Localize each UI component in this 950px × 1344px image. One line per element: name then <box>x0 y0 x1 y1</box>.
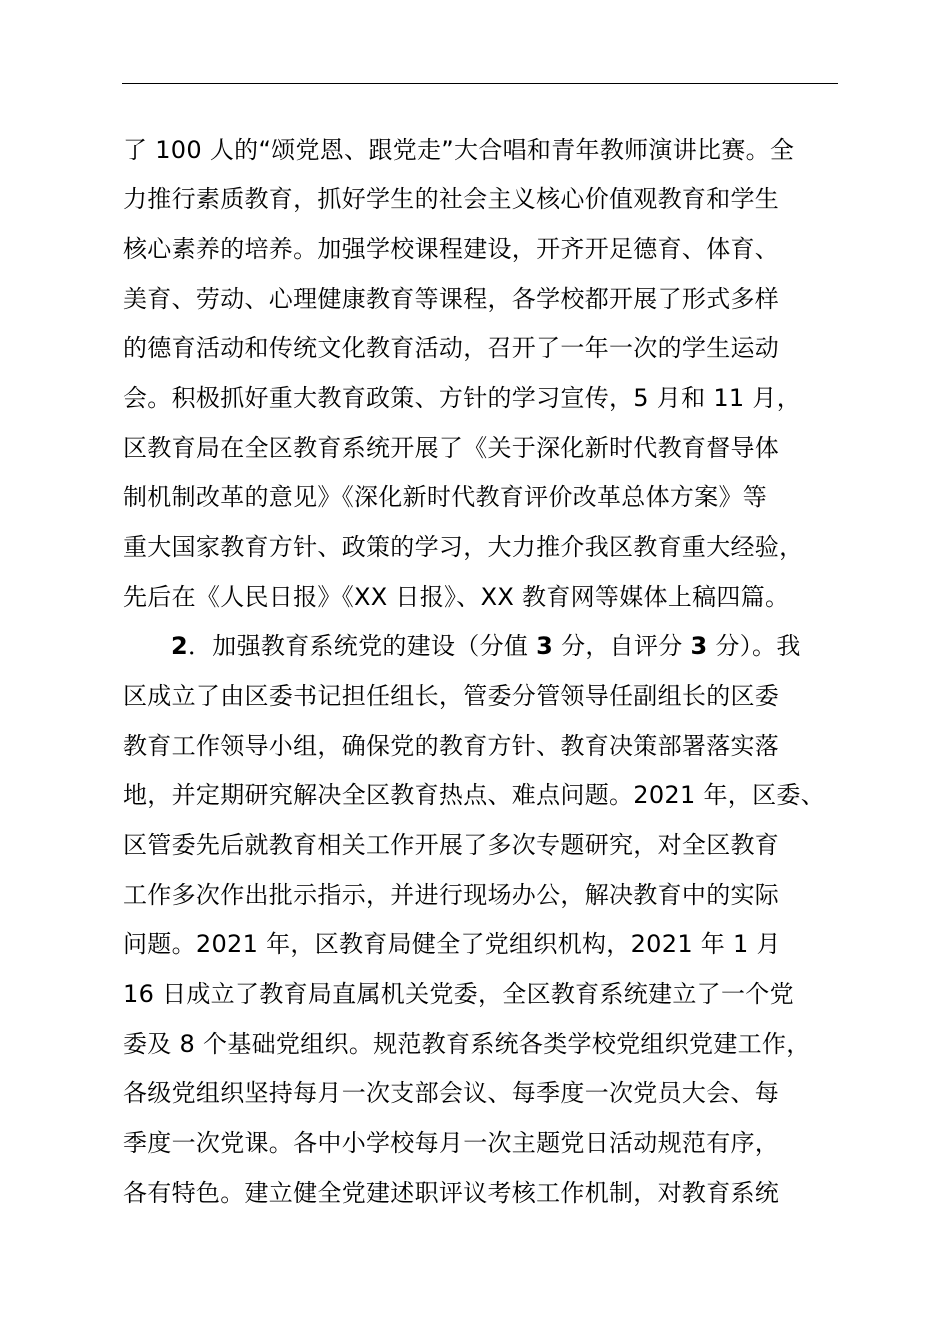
section-title-c: 分）。我 <box>707 632 801 660</box>
text-line: 委及 8 个基础党组织。规范教育系统各类学校党组织党建工作， <box>123 1030 811 1058</box>
text-line: 各级党组织坚持每月一次支部会议、每季度一次党员大会、每 <box>123 1079 780 1107</box>
text-line: 16 日成立了教育局直属机关党委，全区教育系统建立了一个党 <box>123 980 794 1008</box>
text-line: 区管委先后就教育相关工作开展了多次专题研究，对全区教育 <box>123 831 780 859</box>
text-line: 力推行素质教育，抓好学生的社会主义核心价值观教育和学生 <box>123 185 780 213</box>
section-title-b: 分，自评分 <box>553 632 691 660</box>
text-line: 的德育活动和传统文化教育活动，召开了一年一次的学生运动 <box>123 334 780 362</box>
text-line: 地，并定期研究解决全区教育热点、难点问题。2021 年，区委、 <box>123 781 826 809</box>
score-value: 3 <box>536 632 554 660</box>
text-line: 重大国家教育方针、政策的学习，大力推介我区教育重大经验， <box>123 533 804 561</box>
text-line: 教育工作领导小组，确保党的教育方针、教育决策部署落实落 <box>123 732 780 760</box>
text-line: 会。积极抓好重大教育政策、方针的学习宣传，5 月和 11 月， <box>123 384 801 412</box>
text-line: 问题。2021 年，区教育局健全了党组织机构，2021 年 1 月 <box>123 930 781 958</box>
text-line: 区教育局在全区教育系统开展了《关于深化新时代教育督导体 <box>123 434 780 462</box>
text-line: 了 100 人的“颂党恩、跟党走”大合唱和青年教师演讲比赛。全 <box>123 136 795 164</box>
section-heading <box>171 631 801 661</box>
section-title-a: ．加强教育系统党的建设（分值 <box>188 632 537 660</box>
text-line: 先后在《人民日报》《XX 日报》、XX 教育网等媒体上稿四篇。 <box>123 583 790 611</box>
text-line: 季度一次党课。各中小学校每月一次主题党日活动规范有序， <box>123 1129 780 1157</box>
header-rule <box>122 83 838 84</box>
text-line: 各有特色。建立健全党建述职评议考核工作机制，对教育系统 <box>123 1179 780 1207</box>
section-number: 2 <box>171 632 188 660</box>
self-score-value: 3 <box>690 632 708 660</box>
text-line: 工作多次作出批示指示，并进行现场办公，解决教育中的实际 <box>123 881 780 909</box>
text-line: 制机制改革的意见》《深化新时代教育评价改革总体方案》等 <box>123 483 768 511</box>
text-line: 区成立了由区委书记担任组长，管委分管领导任副组长的区委 <box>123 682 780 710</box>
text-line: 美育、劳动、心理健康教育等课程，各学校都开展了形式多样 <box>123 285 780 313</box>
text-line: 核心素养的培养。加强学校课程建设，开齐开足德育、体育、 <box>123 235 780 263</box>
